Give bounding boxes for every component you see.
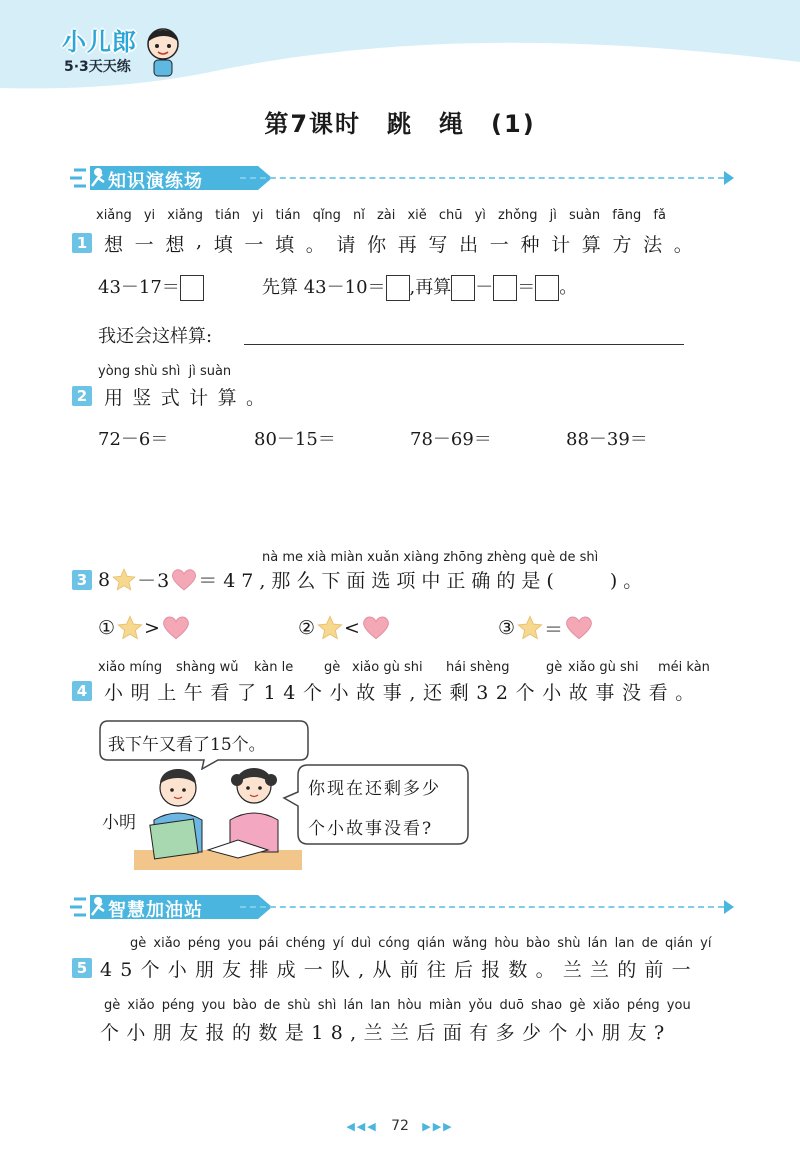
q2-problem: 80－15＝ — [254, 429, 336, 450]
xiaoming-label: 小明 — [102, 813, 136, 833]
star-icon — [111, 567, 137, 593]
q3-option[interactable]: ③ ＝ — [498, 614, 594, 642]
heart-icon — [161, 615, 191, 641]
question-number-3: 3 — [72, 570, 92, 590]
section-banner-wisdom — [44, 893, 744, 921]
q1-pinyin: xiǎng yi xiǎng tián yi tián qǐng nǐ zài xiě chū yì zhǒng jì suàn fāng fǎ — [96, 208, 666, 223]
answer-box[interactable] — [493, 275, 517, 301]
logo-title: 小儿郎 — [62, 28, 137, 56]
children-reading-illustration — [134, 752, 302, 870]
q2-problem: 78－69＝ — [410, 429, 492, 450]
q5-text-line2: 个小朋友报的数是18,兰兰后面有多少个小朋友? — [100, 1022, 672, 1044]
q5-text-line1: 45个小朋友排成一队,从前往后报数。兰兰的前一 — [100, 959, 699, 981]
girl-speech-line: 个小故事没看? — [308, 819, 434, 839]
xiaoming-speech: 我下午又看了15个。 — [108, 735, 266, 755]
q1-then-calc: ,再算 — [409, 277, 452, 298]
q4-prompt: 小明上午看了14个小故事,还剩32个小故事没看。 — [104, 682, 702, 704]
star-icon — [116, 614, 144, 642]
question-number-1: 1 — [72, 233, 92, 253]
q2-pinyin: yòng shù shì jì suàn — [98, 364, 232, 379]
section-title-wisdom: 智慧加油站 — [108, 900, 203, 921]
boy-mascot-icon — [142, 22, 184, 78]
section-arrow-icon — [724, 900, 734, 914]
heart-icon — [170, 568, 198, 592]
page-title: 第7课时 跳 绳 (1) — [264, 110, 536, 138]
period: 。 — [559, 277, 578, 298]
question-number-4: 4 — [72, 681, 92, 701]
answer-box[interactable] — [451, 275, 475, 301]
question-number-5: 5 — [72, 958, 92, 978]
q5-pinyin-line2: gè xiǎo péng you bào de shù shì lán lan hòu miàn yǒu duō shao gè xiǎo péng you — [104, 998, 691, 1013]
section-divider — [240, 177, 724, 179]
question-number-2: 2 — [72, 386, 92, 406]
q1-expression — [98, 273, 204, 301]
q3-option[interactable]: ② < — [298, 614, 391, 642]
heart-icon — [564, 615, 594, 641]
q2-problem: 72－6＝ — [98, 429, 169, 450]
star-icon — [316, 614, 344, 642]
answer-box[interactable] — [535, 275, 559, 301]
q1-prompt: 想 一 想 , 填 一 填 。 请 你 再 写 出 一 种 计 算 方 法 。 — [104, 230, 694, 256]
answer-box[interactable] — [386, 275, 410, 301]
q1-other-way-label: 我还会这样算: — [98, 326, 213, 347]
girl-speech-line: 你现在还剩多少 — [308, 779, 441, 799]
heart-icon — [361, 615, 391, 641]
q3-expr-c: ＝47,那么下面选项中正确的是( )。 — [198, 570, 649, 592]
q3-pinyin: nà me xià miàn xuǎn xiàng zhōng zhèng què de shì — [262, 550, 599, 565]
q1-expr-text: 43－17＝ — [98, 277, 180, 298]
q1-answer-line[interactable] — [244, 344, 684, 345]
prev-arrows-icon: ◀◀◀ — [346, 1120, 378, 1133]
page-number-value: 72 — [391, 1118, 409, 1134]
q3-expr-b: －3 — [137, 570, 171, 592]
minus-sign: － — [475, 277, 494, 298]
q5-pinyin-line1: gè xiǎo péng you pái chéng yí duì cóng qián wǎng hòu bào shù lán lan de qián yí — [130, 936, 712, 951]
star-icon — [516, 614, 544, 642]
q3-expr-a: 8 — [98, 568, 112, 591]
q4-pinyin: xiǎo míng shàng wǔ kàn le gè xiǎo gù shi hái shèng gè xiǎo gù shi méi kàn — [98, 660, 710, 675]
answer-box[interactable] — [180, 275, 204, 301]
q1-first-calc: 先算 43－10＝ — [262, 277, 386, 298]
q1-method — [262, 273, 577, 301]
logo-subtitle: 5·3天天练 — [64, 59, 131, 75]
section-divider — [240, 906, 724, 908]
q3-prompt — [98, 566, 648, 593]
section-arrow-icon — [724, 171, 734, 185]
q3-option[interactable]: ① > — [98, 614, 191, 642]
section-title-practice: 知识演练场 — [108, 171, 203, 192]
page-number — [0, 1118, 800, 1134]
next-arrows-icon: ▶▶▶ — [422, 1120, 454, 1133]
section-banner-practice — [44, 164, 744, 192]
q2-prompt: 用 竖 式 计 算 。 — [104, 387, 266, 409]
equals-sign: ＝ — [517, 277, 536, 298]
q2-problem: 88－39＝ — [566, 429, 648, 450]
